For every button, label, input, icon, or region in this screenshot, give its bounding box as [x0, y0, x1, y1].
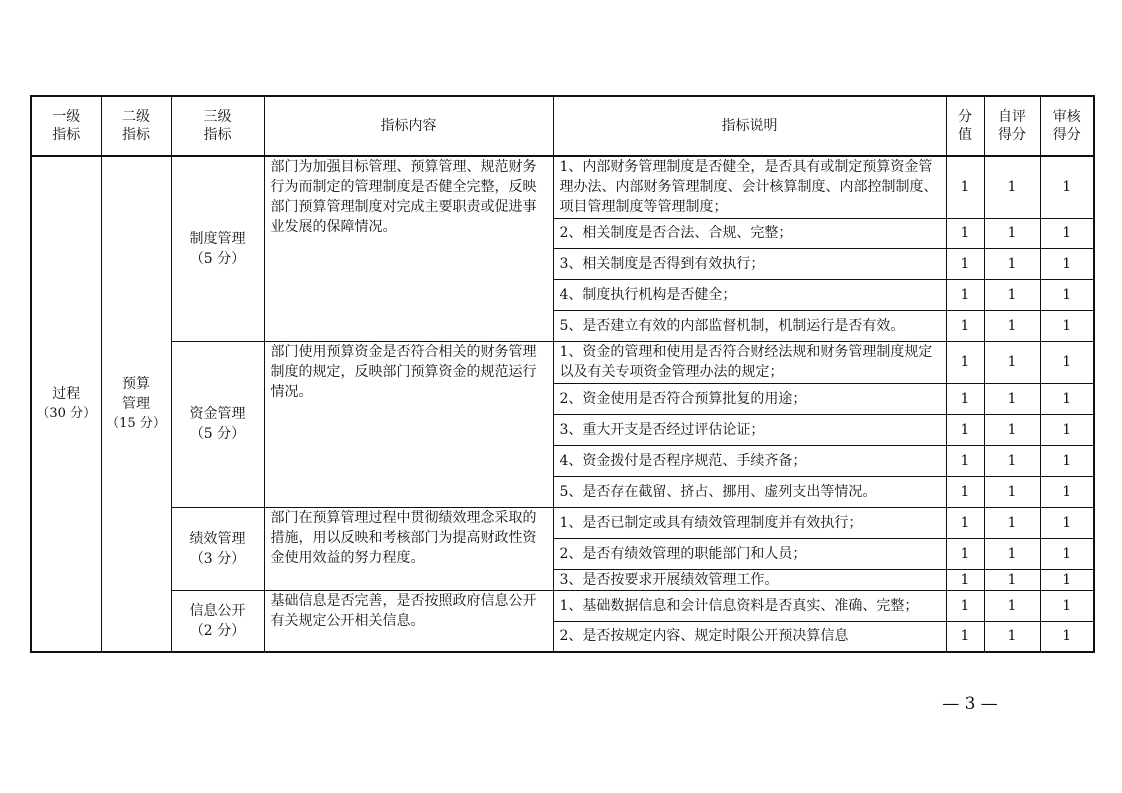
audit-score: 1: [1040, 621, 1094, 652]
level3-name: 信息公开: [189, 602, 246, 619]
header-content: 指标内容: [264, 96, 553, 156]
indicator-description: 1、资金的管理和使用是否符合财经法规和财务管理制度规定以及有关专项资金管理办法的规定；: [553, 341, 946, 383]
score-value: 1: [946, 621, 984, 652]
self-score: 1: [984, 569, 1040, 590]
header-level2: 二级 指标: [101, 96, 171, 156]
indicator-description: 3、重大开支是否经过评估论证；: [553, 414, 946, 445]
self-score: 1: [984, 156, 1040, 218]
score-value: 1: [946, 538, 984, 569]
audit-score: 1: [1040, 445, 1094, 476]
indicator-description: 3、相关制度是否得到有效执行；: [553, 248, 946, 279]
score-value: 1: [946, 248, 984, 279]
level3-score: （3 分）: [189, 550, 246, 567]
score-value: 1: [946, 218, 984, 248]
self-score: 1: [984, 590, 1040, 621]
self-score: 1: [984, 218, 1040, 248]
self-score: 1: [984, 310, 1040, 341]
score-value: 1: [946, 507, 984, 538]
self-score: 1: [984, 538, 1040, 569]
audit-score: 1: [1040, 341, 1094, 383]
page-number: — 3 —: [942, 694, 998, 714]
level2-cell: [101, 156, 171, 652]
self-score: 1: [984, 445, 1040, 476]
table-row: [31, 341, 1094, 383]
indicator-description: 5、是否建立有效的内部监督机制，机制运行是否有效。: [553, 310, 946, 341]
level2-name: 预算 管理: [122, 376, 150, 412]
score-value: 1: [946, 414, 984, 445]
level3-name: 制度管理: [189, 230, 246, 247]
score-value: 1: [946, 569, 984, 590]
indicator-description: 4、资金拨付是否程序规范、手续齐备；: [553, 445, 946, 476]
level3-cell: [171, 341, 264, 507]
indicator-description: 4、制度执行机构是否健全；: [553, 279, 946, 310]
indicator-description: 2、资金使用是否符合预算批复的用途；: [553, 383, 946, 414]
level3-score: （5 分）: [189, 426, 246, 442]
header-description: 指标说明: [553, 96, 946, 156]
self-score: 1: [984, 248, 1040, 279]
self-score: 1: [984, 476, 1040, 507]
header-self-score: 自评 得分: [984, 96, 1040, 156]
level3-score: （2 分）: [189, 622, 246, 639]
header-audit-score: 审核 得分: [1040, 96, 1094, 156]
indicator-description: 1、基础数据信息和会计信息资料是否真实、准确、完整；: [553, 590, 946, 621]
score-value: 1: [946, 341, 984, 383]
score-value: 1: [946, 590, 984, 621]
header-level1: 一级 指标: [31, 96, 101, 156]
table-row: [31, 507, 1094, 538]
self-score: 1: [984, 341, 1040, 383]
header-value: 分 值: [946, 96, 984, 156]
score-value: 1: [946, 310, 984, 341]
self-score: 1: [984, 414, 1040, 445]
score-value: 1: [946, 383, 984, 414]
indicator-content: 部门为加强目标管理、预算管理、规范财务行为而制定的管理制度是否健全完整，反映部门预算管理制度对完成主要职责或促进事业发展的保障情况。: [264, 156, 553, 341]
score-value: 1: [946, 279, 984, 310]
indicator-description: 1、内部财务管理制度是否健全，是否具有或制定预算资金管理办法、内部财务管理制度、会计核算制度、内部控制制度、项目管理制度等管理制度；: [553, 156, 946, 218]
level3-name: 资金管理: [189, 406, 246, 422]
level3-cell: [171, 590, 264, 652]
table-row: [31, 156, 1094, 218]
indicator-content: 部门使用预算资金是否符合相关的财务管理制度的规定，反映部门预算资金的规范运行情况。: [264, 341, 553, 507]
audit-score: 1: [1040, 507, 1094, 538]
indicator-description: 2、相关制度是否合法、合规、完整；: [553, 218, 946, 248]
indicator-content: 基础信息是否完善，是否按照政府信息公开有关规定公开相关信息。: [264, 590, 553, 652]
indicator-description: 2、是否按规定内容、规定时限公开预决算信息: [553, 621, 946, 652]
level1-score: （30 分）: [36, 406, 97, 421]
audit-score: 1: [1040, 248, 1094, 279]
score-value: 1: [946, 156, 984, 218]
level2-score: （15 分）: [106, 416, 166, 431]
score-value: 1: [946, 476, 984, 507]
audit-score: 1: [1040, 569, 1094, 590]
level3-name: 绩效管理: [189, 530, 246, 547]
self-score: 1: [984, 279, 1040, 310]
header-row: [31, 96, 1094, 156]
score-value: 1: [946, 445, 984, 476]
self-score: 1: [984, 383, 1040, 414]
indicator-description: 2、是否有绩效管理的职能部门和人员；: [553, 538, 946, 569]
self-score: 1: [984, 621, 1040, 652]
indicator-description: 5、是否存在截留、挤占、挪用、虚列支出等情况。: [553, 476, 946, 507]
indicator-content: 部门在预算管理过程中贯彻绩效理念采取的措施，用以反映和考核部门为提高财政性资金使用效益的努力程度。: [264, 507, 553, 590]
audit-score: 1: [1040, 414, 1094, 445]
audit-score: 1: [1040, 218, 1094, 248]
indicator-description: 1、是否已制定或具有绩效管理制度并有效执行；: [553, 507, 946, 538]
header-level3: 三级 指标: [171, 96, 264, 156]
audit-score: 1: [1040, 590, 1094, 621]
audit-score: 1: [1040, 476, 1094, 507]
audit-score: 1: [1040, 310, 1094, 341]
level1-name: 过程: [52, 386, 81, 402]
level3-cell: [171, 156, 264, 341]
table-body: [31, 156, 1094, 652]
level3-score: （5 分）: [189, 250, 246, 267]
audit-score: 1: [1040, 156, 1094, 218]
self-score: 1: [984, 507, 1040, 538]
indicator-description: 3、是否按要求开展绩效管理工作。: [553, 569, 946, 590]
score-table: [30, 95, 1095, 653]
level1-cell: [31, 156, 101, 652]
audit-score: 1: [1040, 279, 1094, 310]
level3-cell: [171, 507, 264, 590]
audit-score: 1: [1040, 383, 1094, 414]
table-row: [31, 590, 1094, 621]
audit-score: 1: [1040, 538, 1094, 569]
